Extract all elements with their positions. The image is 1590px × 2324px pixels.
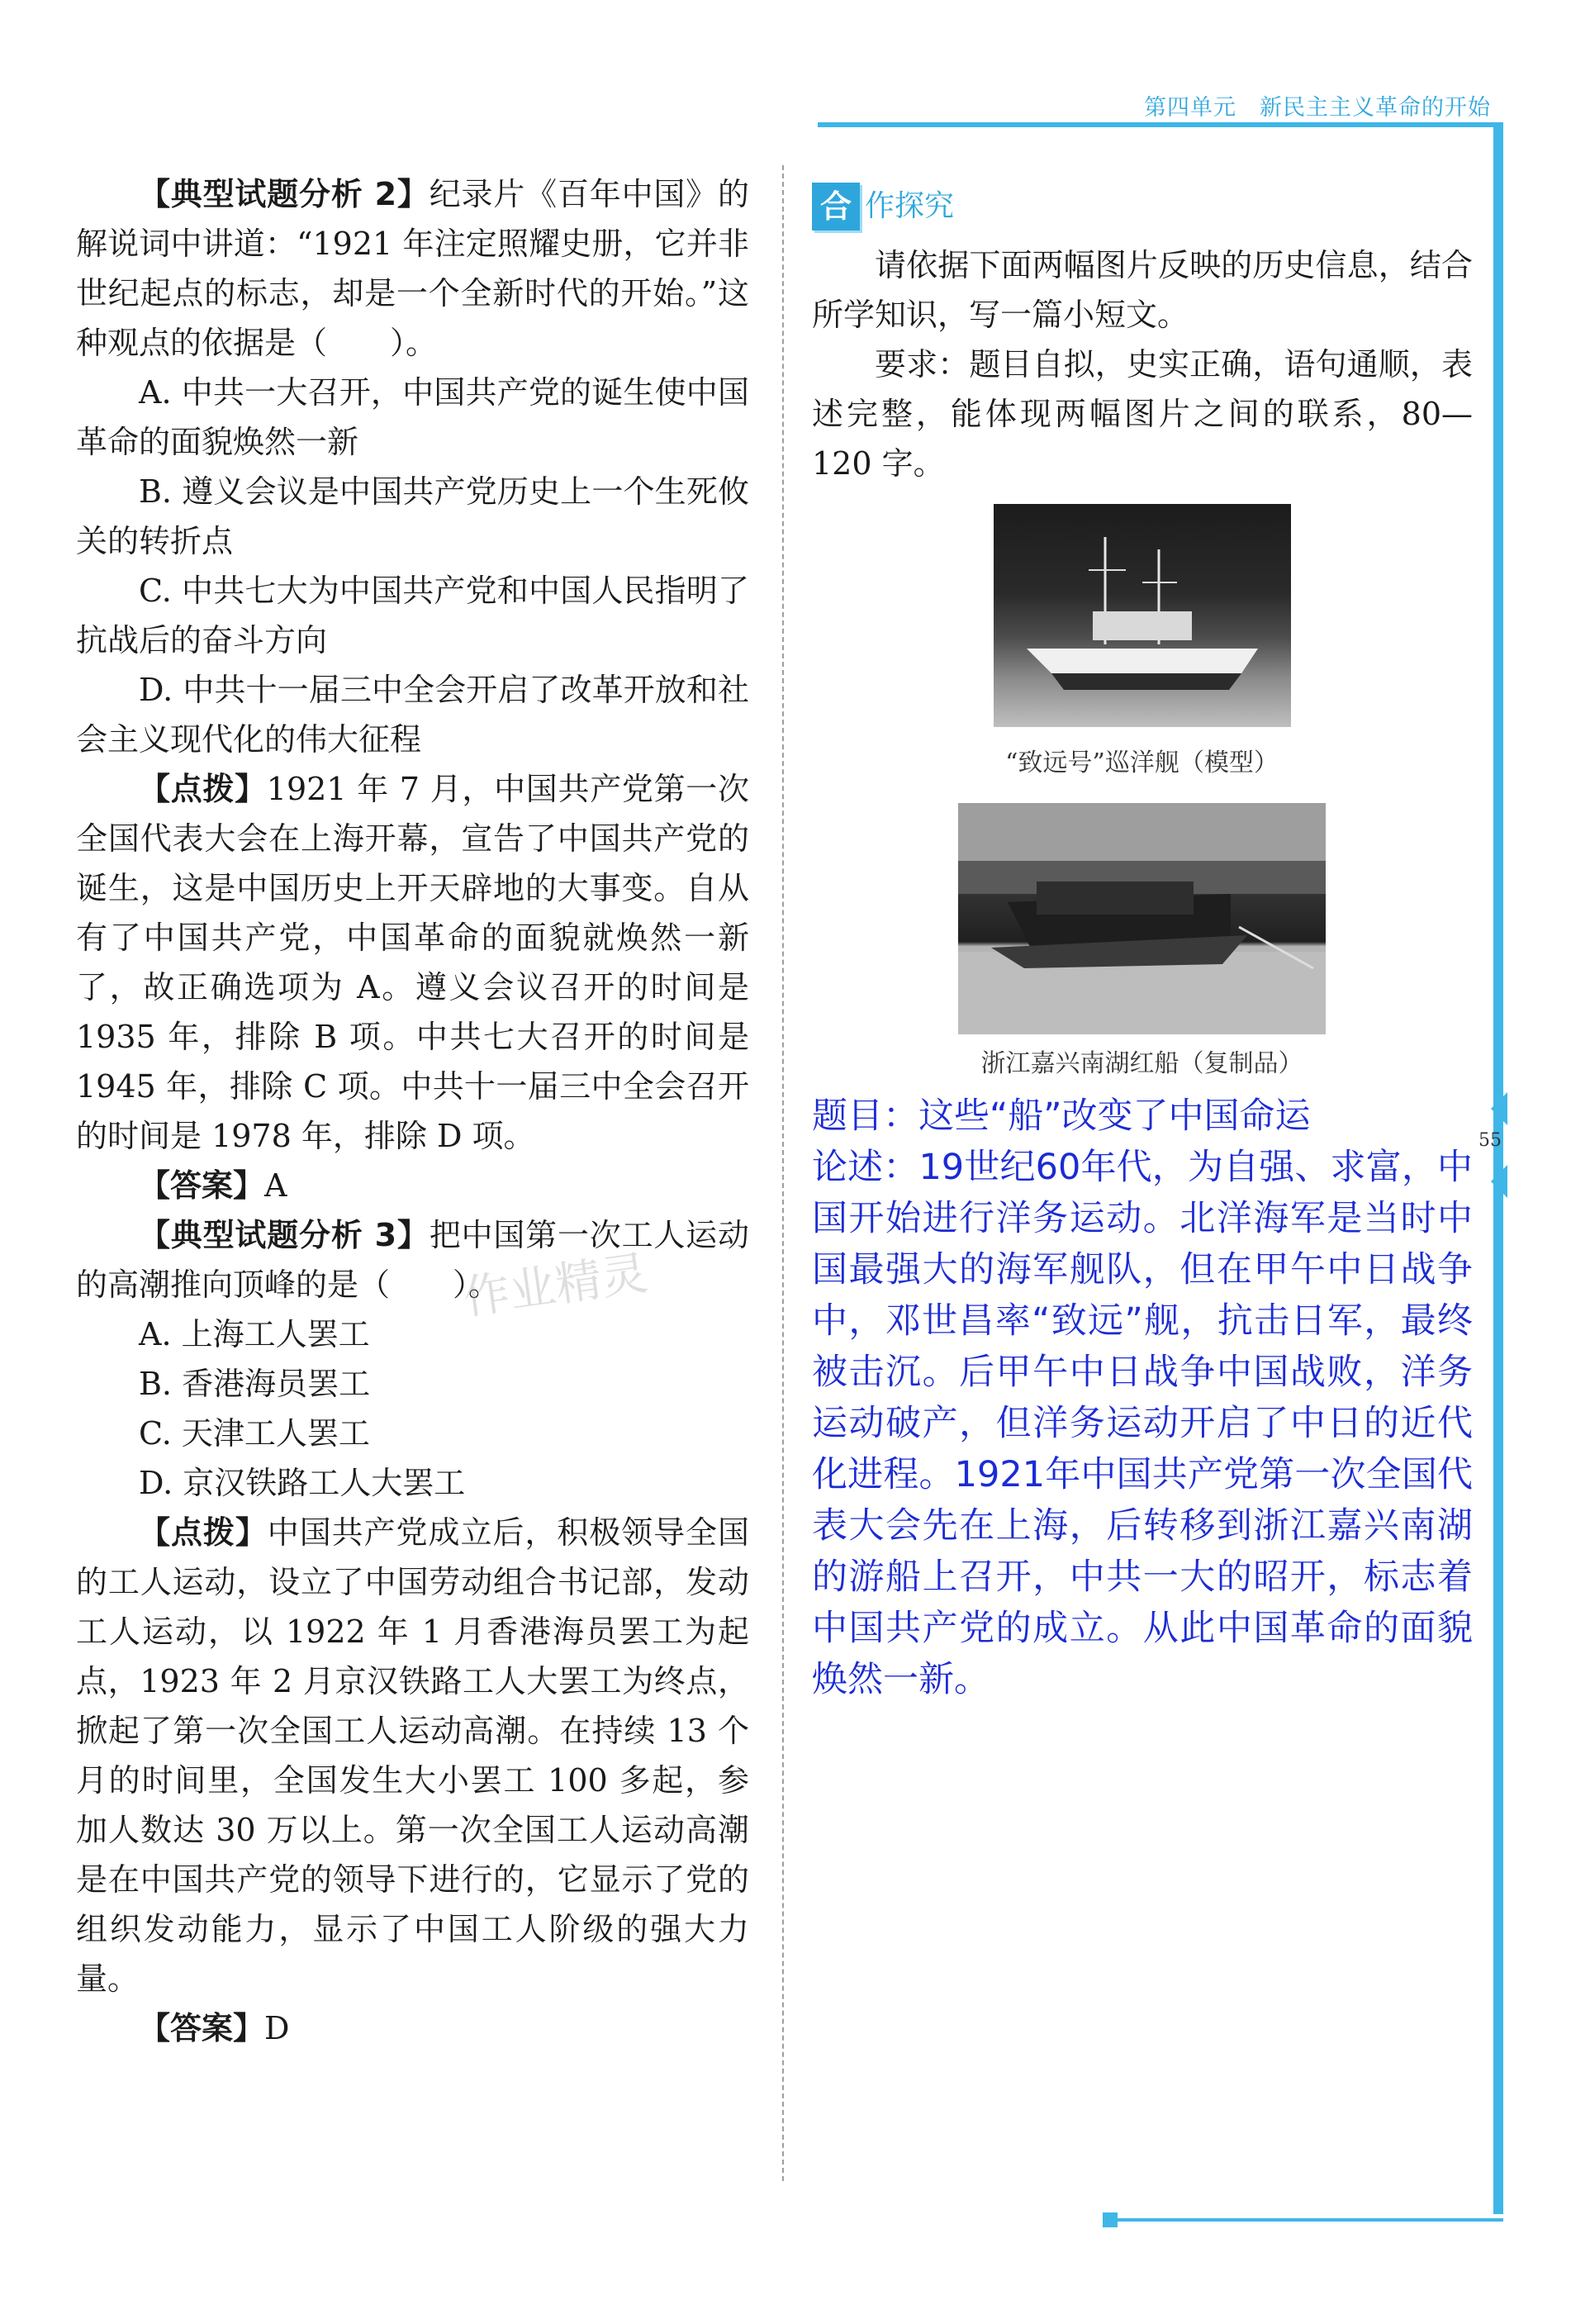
boat-icon <box>958 803 1326 1034</box>
tip-label: 【点拨】 <box>139 1514 268 1551</box>
section-heading <box>812 178 1473 235</box>
warship-icon <box>994 504 1291 727</box>
analysis3-answer <box>76 2003 749 2053</box>
tip-text: 中国共产党成立后，积极领导全国的工人运动，设立了中国劳动组合书记部，发动工人运动，以 1922 年 1 月香港海员罢工为起点，1923 年 2 月京汉铁路工人大罢工为终点，掀起了第一次全国工人运动高潮。在持续 13 个月的时间里，全国发生大小罢工 100 多起，参加人数达 30 万以上。第一次全国工人运动高潮是在中国共产党的领导下进行的，它显示了党的组织发动能力，显示了中国工人阶级的强大力量。 <box>76 1514 749 1997</box>
side-arrow-icon <box>1491 1165 1507 1198</box>
column-divider <box>782 165 784 2181</box>
page-number: 55 <box>1478 1130 1502 1151</box>
section-icon: 合 <box>812 183 860 230</box>
analysis3-tip <box>76 1508 749 2003</box>
analysis2-label: 【典型试题分析 2】 <box>139 176 430 212</box>
answer-value: A <box>264 1167 287 1204</box>
analysis3-label: 【典型试题分析 3】 <box>139 1217 430 1253</box>
analysis2-answer <box>76 1161 749 1210</box>
analysis2-stem <box>76 169 749 368</box>
answer-value: D <box>264 2010 290 2046</box>
bottom-rule <box>1111 2218 1503 2222</box>
tip-text: 1921 年 7 月，中国共产党第一次全国代表大会在上海开幕，宣告了中国共产党的诞生，这是中国历史上开天辟地的大事变。自从有了中国共产党，中国革命的面貌就焕然一新了，故正确选项为 A。遵义会议召开的时间是 1935 年，排除 B 项。中共七大召开的时间是 1945 年，排除 C 项。中共十一届三中全会召开的时间是 1978 年，排除 D 项。 <box>76 771 749 1154</box>
answer-body: 论述：19世纪60年代，为自强、求富，中国开始进行洋务运动。北洋海军是当时中国最强大的海军舰队，但在甲午中日战争中，邓世昌率“致远”舰，抗击日军，最终被击沉。后甲午中日战争中国战败，洋务运动破产，但洋务运动开启了中日的近代化进程。1921年中国共产党第一次全国代表大会先在上海，后转移到浙江嘉兴南湖的游船上召开，中共一大的昭开，标志着中国共产党的成立。从此中国革命的面貌焕然一新。 <box>812 1147 1473 1700</box>
answer-label: 【答案】 <box>139 1167 265 1204</box>
boat-caption: 浙江嘉兴南湖红船（复制品） <box>980 1049 1303 1078</box>
side-arrow-icon <box>1491 1092 1507 1125</box>
right-column <box>812 178 1473 488</box>
analysis2-option-b: B. 遵义会议是中国共产党历史上一个生死攸关的转折点 <box>76 473 749 559</box>
analysis2-text: 纪录片《百年中国》的解说词中讲道：“1921 年注定照耀史册，它并非世纪起点的标志，却是一个全新时代的开始。”这种观点的依据是（ ）。 <box>76 176 749 361</box>
task-requirement: 要求：题目自拟，史实正确，语句通顺，表述完整，能体现两幅图片之间的联系，80—120 字。 <box>812 346 1473 482</box>
analysis2-option-a: A. 中共一大召开，中国共产党的诞生使中国革命的面貌焕然一新 <box>76 374 749 460</box>
unit-title: 第四单元 新民主主义革命的开始 <box>1144 95 1491 121</box>
left-column <box>76 169 749 2053</box>
warship-model-photo <box>994 504 1291 727</box>
answer-title: 题目：这些“船”改变了中国命运 <box>812 1095 1311 1137</box>
analysis2-option-c: C. 中共七大为中国共产党和中国人民指明了抗战后的奋斗方向 <box>76 573 749 658</box>
red-boat-photo <box>958 803 1326 1034</box>
task-intro: 请依据下面两幅图片反映的历史信息，结合所学知识，写一篇小短文。 <box>812 247 1473 333</box>
analysis2-option-d: D. 中共十一届三中全会开启了改革开放和社会主义现代化的伟大征程 <box>76 672 749 758</box>
warship-caption: “致远号”巡洋舰（模型） <box>1005 749 1279 777</box>
analysis3-option-b: B. 香港海员罢工 <box>139 1366 371 1402</box>
header-rule <box>818 122 1503 127</box>
analysis3-option-c: C. 天津工人罢工 <box>139 1415 370 1452</box>
analysis2-tip <box>76 764 749 1161</box>
analysis3-option-a: A. 上海工人罢工 <box>139 1316 370 1352</box>
analysis3-option-d: D. 京汉铁路工人大罢工 <box>139 1465 466 1501</box>
section-title: 作探究 <box>865 189 955 223</box>
watermark: 作业精灵 <box>460 1246 652 1326</box>
analysis3-text: 把中国第一次工人运动的高潮推向顶峰的是（ ）。 <box>76 1217 749 1303</box>
handwritten-answer <box>812 1091 1473 1705</box>
answer-label: 【答案】 <box>139 2010 265 2046</box>
tip-label: 【点拨】 <box>139 771 267 807</box>
